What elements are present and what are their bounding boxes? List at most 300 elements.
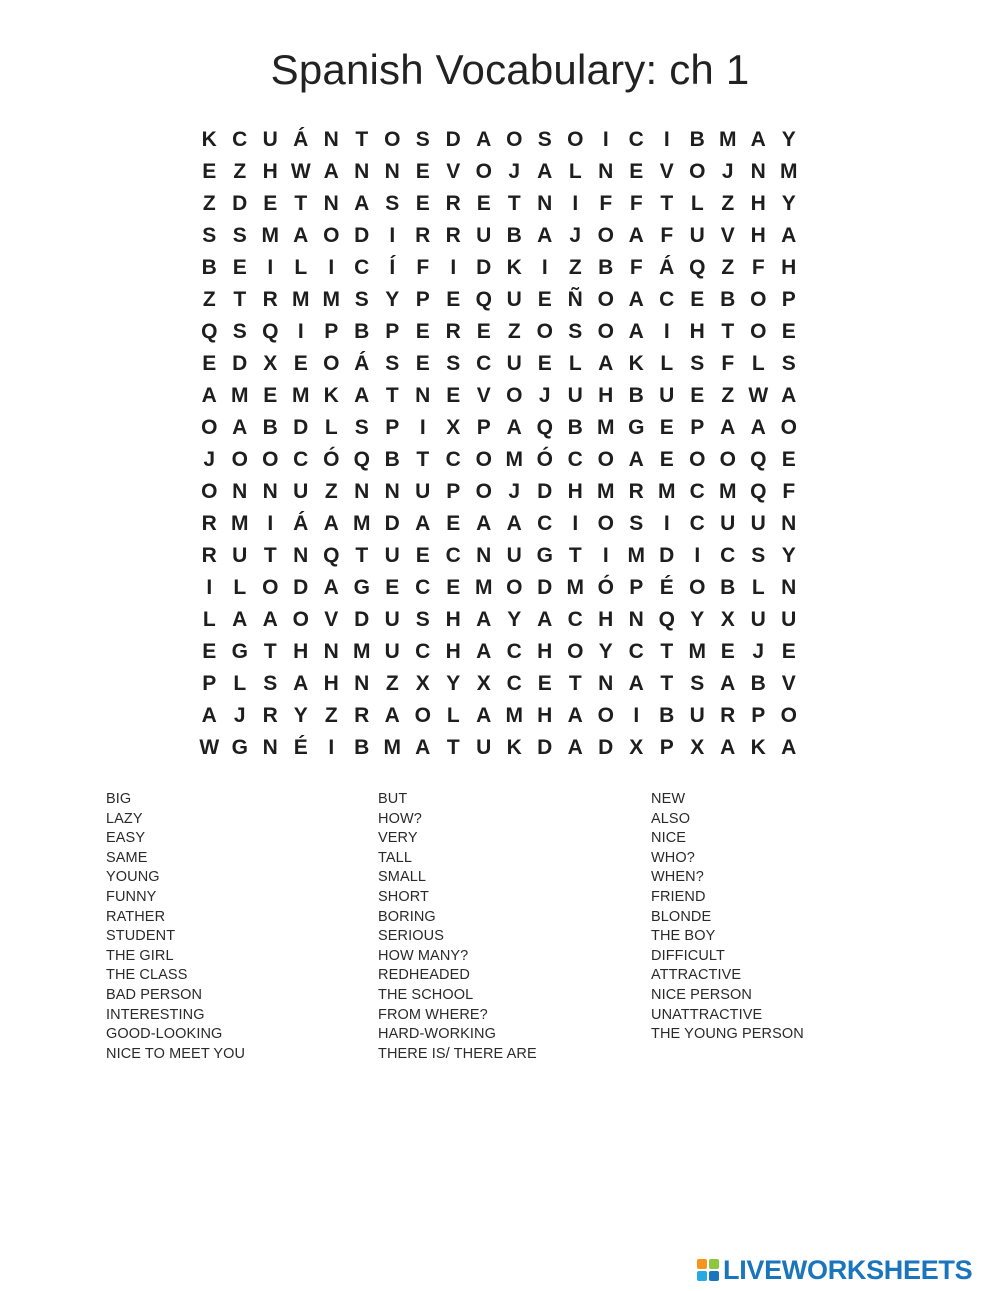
grid-letter[interactable]: N [537,192,553,215]
grid-letter[interactable]: X [446,416,461,439]
grid-letter[interactable]: N [323,128,339,151]
grid-letter[interactable]: A [323,512,339,535]
grid-letter[interactable]: N [232,480,248,503]
grid-letter[interactable]: E [659,448,674,471]
grid-letter[interactable]: I [694,544,701,567]
grid-letter[interactable]: D [537,736,553,759]
grid-letter[interactable]: E [415,352,430,375]
grid-letter[interactable]: I [663,512,670,535]
grid-letter[interactable]: R [445,192,461,215]
grid-letter[interactable]: P [476,416,491,439]
grid-letter[interactable]: F [629,256,643,279]
grid-letter[interactable]: Ó [323,448,340,471]
grid-letter[interactable]: M [780,160,798,183]
grid-letter[interactable]: Z [568,256,582,279]
grid-letter[interactable]: E [720,640,735,663]
grid-letter[interactable]: C [689,512,705,535]
grid-letter[interactable]: O [719,448,736,471]
grid-letter[interactable]: A [415,736,431,759]
grid-letter[interactable]: T [507,192,521,215]
grid-letter[interactable]: O [414,704,431,727]
grid-letter[interactable]: B [720,576,736,599]
grid-letter[interactable]: B [628,384,644,407]
grid-letter[interactable]: Q [658,608,675,631]
grid-letter[interactable]: E [446,512,461,535]
grid-letter[interactable]: A [598,352,614,375]
grid-letter[interactable]: S [385,192,400,215]
grid-letter[interactable]: R [354,704,370,727]
grid-letter[interactable]: V [476,384,491,407]
grid-letter[interactable]: A [537,608,553,631]
grid-letter[interactable]: G [353,576,370,599]
grid-letter[interactable]: K [506,256,522,279]
grid-letter[interactable]: N [354,672,370,695]
grid-letter[interactable]: N [384,480,400,503]
grid-letter[interactable]: I [602,544,609,567]
grid-letter[interactable]: A [293,224,309,247]
grid-letter[interactable]: A [323,576,339,599]
grid-letter[interactable]: T [660,672,674,695]
grid-letter[interactable]: M [322,288,340,311]
grid-letter[interactable]: M [475,576,493,599]
grid-letter[interactable]: Á [293,128,309,151]
grid-letter[interactable]: L [233,576,247,599]
grid-letter[interactable]: Z [507,320,521,343]
grid-letter[interactable]: O [323,224,340,247]
grid-letter[interactable]: M [231,512,249,535]
grid-letter[interactable]: A [262,608,278,631]
grid-letter[interactable]: B [354,320,370,343]
grid-letter[interactable]: N [354,480,370,503]
grid-letter[interactable]: E [690,288,705,311]
grid-letter[interactable]: E [385,576,400,599]
grid-letter[interactable]: O [262,448,279,471]
grid-letter[interactable]: C [415,640,431,663]
grid-letter[interactable]: M [231,384,249,407]
grid-letter[interactable]: K [750,736,766,759]
grid-letter[interactable]: A [506,512,522,535]
grid-letter[interactable]: U [384,544,400,567]
grid-letter[interactable]: E [446,384,461,407]
grid-letter[interactable]: M [383,736,401,759]
grid-letter[interactable]: S [263,672,278,695]
grid-letter[interactable]: Y [385,288,400,311]
grid-letter[interactable]: A [415,512,431,535]
grid-letter[interactable]: A [628,672,644,695]
grid-letter[interactable]: U [567,384,583,407]
grid-letter[interactable]: A [750,416,766,439]
grid-letter[interactable]: S [537,128,552,151]
grid-letter[interactable]: T [660,640,674,663]
grid-letter[interactable]: E [415,192,430,215]
grid-letter[interactable]: J [508,480,521,503]
grid-letter[interactable]: D [293,576,309,599]
grid-letter[interactable]: E [537,288,552,311]
grid-letter[interactable]: E [537,352,552,375]
grid-letter[interactable]: R [445,320,461,343]
grid-letter[interactable]: P [324,320,339,343]
grid-letter[interactable]: A [476,512,492,535]
grid-letter[interactable]: A [720,416,736,439]
grid-letter[interactable]: N [781,576,797,599]
grid-letter[interactable]: I [419,416,426,439]
grid-letter[interactable]: K [323,384,339,407]
grid-letter[interactable]: I [267,256,274,279]
grid-letter[interactable]: N [384,160,400,183]
grid-letter[interactable]: X [720,608,735,631]
grid-letter[interactable]: T [263,544,277,567]
grid-letter[interactable]: O [597,704,614,727]
grid-letter[interactable]: H [567,480,583,503]
grid-letter[interactable]: I [328,736,335,759]
grid-letter[interactable]: O [262,576,279,599]
grid-letter[interactable]: F [721,352,735,375]
grid-letter[interactable]: H [445,640,461,663]
grid-letter[interactable]: C [567,448,583,471]
grid-letter[interactable]: C [232,128,248,151]
grid-letter[interactable]: Y [598,640,613,663]
grid-letter[interactable]: I [328,256,335,279]
grid-letter[interactable]: E [629,160,644,183]
grid-letter[interactable]: M [261,224,279,247]
grid-letter[interactable]: A [232,416,248,439]
grid-letter[interactable]: B [689,128,705,151]
grid-letter[interactable]: W [290,160,311,183]
grid-letter[interactable]: O [506,576,523,599]
grid-letter[interactable]: J [203,448,216,471]
grid-letter[interactable]: L [751,352,765,375]
grid-letter[interactable]: O [506,384,523,407]
grid-letter[interactable]: S [690,672,705,695]
grid-letter[interactable]: S [446,352,461,375]
grid-letter[interactable]: A [323,160,339,183]
grid-letter[interactable]: H [537,640,553,663]
grid-letter[interactable]: Y [781,544,796,567]
grid-letter[interactable]: I [663,320,670,343]
grid-letter[interactable]: B [567,416,583,439]
grid-letter[interactable]: S [415,608,430,631]
grid-letter[interactable]: M [353,512,371,535]
grid-letter[interactable]: P [385,416,400,439]
grid-letter[interactable]: S [415,128,430,151]
grid-letter[interactable]: D [476,256,492,279]
grid-letter[interactable]: O [597,320,614,343]
grid-letter[interactable]: S [202,224,217,247]
grid-letter[interactable]: V [659,160,674,183]
grid-letter[interactable]: Z [385,672,399,695]
grid-letter[interactable]: D [354,608,370,631]
grid-letter[interactable]: C [415,576,431,599]
grid-letter[interactable]: J [721,160,734,183]
grid-letter[interactable]: É [659,576,674,599]
grid-letter[interactable]: S [751,544,766,567]
grid-letter[interactable]: F [660,224,674,247]
grid-letter[interactable]: C [506,672,522,695]
grid-letter[interactable]: Y [293,704,308,727]
grid-letter[interactable]: V [720,224,735,247]
grid-letter[interactable]: C [628,128,644,151]
grid-letter[interactable]: D [384,512,400,535]
grid-letter[interactable]: O [475,480,492,503]
grid-letter[interactable]: E [446,576,461,599]
grid-letter[interactable]: Q [536,416,553,439]
grid-letter[interactable]: S [629,512,644,535]
grid-letter[interactable]: F [782,480,796,503]
grid-letter[interactable]: Q [353,448,370,471]
grid-letter[interactable]: T [568,544,582,567]
grid-letter[interactable]: A [628,320,644,343]
grid-letter[interactable]: L [324,416,338,439]
grid-letter[interactable]: C [720,544,736,567]
grid-letter[interactable]: A [201,384,217,407]
grid-letter[interactable]: O [567,640,584,663]
grid-letter[interactable]: S [781,352,796,375]
grid-letter[interactable]: N [628,608,644,631]
grid-letter[interactable]: G [231,736,248,759]
grid-letter[interactable]: O [536,320,553,343]
grid-letter[interactable]: E [659,416,674,439]
grid-letter[interactable]: I [663,128,670,151]
grid-letter[interactable]: A [781,736,797,759]
grid-letter[interactable]: O [567,128,584,151]
grid-letter[interactable]: E [293,352,308,375]
grid-letter[interactable]: J [569,224,582,247]
grid-letter[interactable]: U [750,608,766,631]
grid-letter[interactable]: U [506,544,522,567]
grid-letter[interactable]: M [627,544,645,567]
grid-letter[interactable]: U [476,224,492,247]
grid-letter[interactable]: Q [475,288,492,311]
grid-letter[interactable]: Y [690,608,705,631]
grid-letter[interactable]: C [476,352,492,375]
grid-letter[interactable]: U [232,544,248,567]
grid-letter[interactable]: H [750,192,766,215]
grid-letter[interactable]: L [202,608,216,631]
grid-letter[interactable]: A [354,384,370,407]
grid-letter[interactable]: E [446,288,461,311]
grid-letter[interactable]: T [233,288,247,311]
grid-letter[interactable]: M [688,640,706,663]
grid-letter[interactable]: S [354,416,369,439]
grid-letter[interactable]: I [602,128,609,151]
grid-letter[interactable]: R [628,480,644,503]
grid-letter[interactable]: U [659,384,675,407]
grid-letter[interactable]: J [233,704,246,727]
grid-letter[interactable]: A [628,224,644,247]
grid-letter[interactable]: G [231,640,248,663]
grid-letter[interactable]: Z [233,160,247,183]
grid-letter[interactable]: T [416,448,430,471]
grid-letter[interactable]: U [750,512,766,535]
grid-letter[interactable]: F [629,192,643,215]
grid-letter[interactable]: E [781,640,796,663]
grid-letter[interactable]: Ó [597,576,614,599]
grid-letter[interactable]: N [323,640,339,663]
grid-letter[interactable]: M [597,480,615,503]
grid-letter[interactable]: I [450,256,457,279]
grid-letter[interactable]: C [659,288,675,311]
grid-letter[interactable]: I [572,192,579,215]
grid-letter[interactable]: O [597,288,614,311]
grid-letter[interactable]: E [263,192,278,215]
grid-letter[interactable]: T [446,736,460,759]
grid-letter[interactable]: X [476,672,491,695]
grid-letter[interactable]: S [232,224,247,247]
grid-letter[interactable]: O [506,128,523,151]
grid-letter[interactable]: Z [324,704,338,727]
grid-letter[interactable]: S [385,352,400,375]
grid-letter[interactable]: U [506,288,522,311]
grid-letter[interactable]: E [476,320,491,343]
grid-letter[interactable]: V [446,160,461,183]
grid-letter[interactable]: U [689,224,705,247]
grid-letter[interactable]: L [568,160,582,183]
grid-letter[interactable]: C [537,512,553,535]
grid-letter[interactable]: D [537,480,553,503]
grid-letter[interactable]: N [262,480,278,503]
grid-letter[interactable]: B [354,736,370,759]
grid-letter[interactable]: R [262,288,278,311]
grid-letter[interactable]: Q [201,320,218,343]
grid-letter[interactable]: A [720,672,736,695]
grid-letter[interactable]: G [628,416,645,439]
grid-letter[interactable]: H [598,608,614,631]
grid-letter[interactable]: S [690,352,705,375]
grid-letter[interactable]: E [202,640,217,663]
grid-letter[interactable]: E [202,160,217,183]
grid-letter[interactable]: H [598,384,614,407]
grid-letter[interactable]: Q [750,448,767,471]
grid-letter[interactable]: S [568,320,583,343]
grid-letter[interactable]: Ó [536,448,553,471]
grid-letter[interactable]: R [201,544,217,567]
grid-letter[interactable]: O [384,128,401,151]
grid-letter[interactable]: O [597,512,614,535]
grid-letter[interactable]: P [446,480,461,503]
grid-letter[interactable]: Z [721,192,735,215]
grid-letter[interactable]: H [689,320,705,343]
grid-letter[interactable]: A [354,192,370,215]
grid-letter[interactable]: D [659,544,675,567]
grid-letter[interactable]: H [323,672,339,695]
grid-letter[interactable]: C [354,256,370,279]
grid-letter[interactable]: O [597,224,614,247]
grid-letter[interactable]: L [690,192,704,215]
grid-letter[interactable]: R [720,704,736,727]
grid-letter[interactable]: N [323,192,339,215]
grid-letter[interactable]: B [506,224,522,247]
grid-letter[interactable]: Z [202,288,216,311]
grid-letter[interactable]: O [292,608,309,631]
grid-letter[interactable]: P [629,576,644,599]
grid-letter[interactable]: P [202,672,217,695]
grid-letter[interactable]: N [293,544,309,567]
grid-letter[interactable]: J [538,384,551,407]
grid-letter[interactable]: F [751,256,765,279]
grid-letter[interactable]: G [536,544,553,567]
grid-letter[interactable]: U [384,608,400,631]
grid-letter[interactable]: B [598,256,614,279]
grid-letter[interactable]: E [690,384,705,407]
grid-letter[interactable]: A [781,384,797,407]
grid-letter[interactable]: A [201,704,217,727]
grid-letter[interactable]: N [598,160,614,183]
grid-letter[interactable]: U [689,704,705,727]
grid-letter[interactable]: D [232,352,248,375]
grid-letter[interactable]: O [201,416,218,439]
grid-letter[interactable]: E [476,192,491,215]
grid-letter[interactable]: O [689,160,706,183]
grid-letter[interactable]: O [475,160,492,183]
grid-letter[interactable]: A [720,736,736,759]
grid-letter[interactable]: R [415,224,431,247]
grid-letter[interactable]: E [415,320,430,343]
grid-letter[interactable]: L [660,352,674,375]
grid-letter[interactable]: M [505,448,523,471]
grid-letter[interactable]: A [628,288,644,311]
grid-letter[interactable]: E [415,160,430,183]
grid-letter[interactable]: A [537,224,553,247]
grid-letter[interactable]: C [689,480,705,503]
grid-letter[interactable]: B [750,672,766,695]
grid-letter[interactable]: Q [323,544,340,567]
grid-letter[interactable]: N [476,544,492,567]
grid-letter[interactable]: X [629,736,644,759]
grid-letter[interactable]: M [719,128,737,151]
grid-letter[interactable]: I [297,320,304,343]
grid-letter[interactable]: U [506,352,522,375]
grid-letter[interactable]: T [385,384,399,407]
grid-letter[interactable]: H [262,160,278,183]
grid-letter[interactable]: D [293,416,309,439]
grid-letter[interactable]: Z [721,256,735,279]
grid-letter[interactable]: E [781,320,796,343]
grid-letter[interactable]: O [689,448,706,471]
grid-letter[interactable]: M [292,384,310,407]
grid-letter[interactable]: S [354,288,369,311]
grid-letter[interactable]: Ñ [567,288,583,311]
grid-letter[interactable]: I [267,512,274,535]
grid-letter[interactable]: O [780,416,797,439]
grid-letter[interactable]: U [384,640,400,663]
grid-letter[interactable]: E [202,352,217,375]
grid-letter[interactable]: A [232,608,248,631]
grid-letter[interactable]: T [294,192,308,215]
grid-letter[interactable]: C [293,448,309,471]
grid-letter[interactable]: I [389,224,396,247]
grid-letter[interactable]: A [567,704,583,727]
grid-letter[interactable]: A [476,640,492,663]
grid-letter[interactable]: Y [781,192,796,215]
grid-letter[interactable]: N [781,512,797,535]
grid-letter[interactable]: A [506,416,522,439]
grid-letter[interactable]: Á [354,352,370,375]
grid-letter[interactable]: I [572,512,579,535]
grid-letter[interactable]: A [781,224,797,247]
grid-letter[interactable]: P [690,416,705,439]
grid-letter[interactable]: R [445,224,461,247]
grid-letter[interactable]: S [232,320,247,343]
grid-letter[interactable]: Z [721,384,735,407]
grid-letter[interactable]: M [658,480,676,503]
grid-letter[interactable]: E [415,544,430,567]
grid-letter[interactable]: C [567,608,583,631]
grid-letter[interactable]: K [628,352,644,375]
grid-letter[interactable]: Y [507,608,522,631]
grid-letter[interactable]: T [355,544,369,567]
grid-letter[interactable]: K [201,128,217,151]
grid-letter[interactable]: E [781,448,796,471]
